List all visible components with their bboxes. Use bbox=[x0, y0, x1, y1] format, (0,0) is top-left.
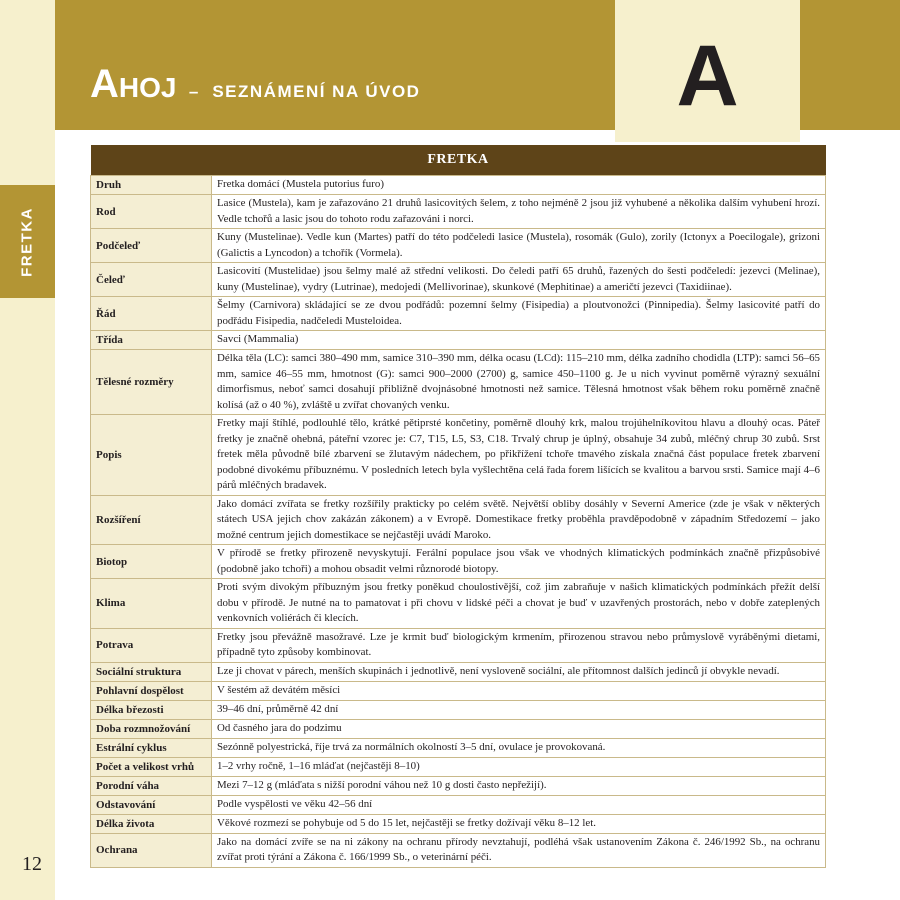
row-value: Šelmy (Carnivora) skládající se ze dvou podřádů: pozemní šelmy (Fisipedia) a ploutvonožci (Pinnipedia). Šelmy lasicovité patří do podřádu Fisipedia, nadčeledi Musteloidea. bbox=[212, 297, 826, 331]
table-row bbox=[91, 415, 826, 496]
row-label: Pohlavní dospělost bbox=[91, 681, 212, 700]
row-value: Sezónně polyestrická, říje trvá za normálních okolností 3–5 dní, ovulace je provokovaná. bbox=[212, 738, 826, 757]
row-value: Kuny (Mustelinae). Vedle kun (Martes) patří do této podčeledi lasice (Mustela), rosomák (Gulo), zorily (Ictonyx a Poecilogale), grizoni (Galictis a Lyncodon) a tchořík (Vormela). bbox=[212, 229, 826, 263]
table-row bbox=[91, 700, 826, 719]
row-value: Lasice (Mustela), kam je zařazováno 21 druhů lasicovitých šelem, z toho nejméně 2 jsou již vyhubené a několika dalším vyhubení hrozí. Vedle tchořů a lasic jsou do tohoto rodu zařazováni i norci. bbox=[212, 195, 826, 229]
table-title: FRETKA bbox=[91, 145, 826, 176]
row-value: V šestém až devátém měsíci bbox=[212, 681, 826, 700]
row-value: Podle vyspělosti ve věku 42–56 dní bbox=[212, 795, 826, 814]
table-row bbox=[91, 738, 826, 757]
row-label: Ochrana bbox=[91, 833, 212, 867]
row-label: Rozšíření bbox=[91, 495, 212, 545]
page-subtitle: SEZNÁMENÍ NA ÚVOD bbox=[212, 82, 421, 101]
row-label: Délka březosti bbox=[91, 700, 212, 719]
table-row bbox=[91, 195, 826, 229]
row-value: 39–46 dní, průměrně 42 dní bbox=[212, 700, 826, 719]
row-value: Fretky jsou převážně masožravé. Lze je krmit buď biologickým krmením, přirozenou stravou nebo průmyslově vyráběnými dietami, případně tyto způsoby kombinovat. bbox=[212, 628, 826, 662]
table-row bbox=[91, 263, 826, 297]
table-row bbox=[91, 681, 826, 700]
table-row bbox=[91, 814, 826, 833]
page-title bbox=[90, 62, 420, 107]
section-letter-box bbox=[615, 0, 800, 142]
row-value: Fretky mají štíhlé, podlouhlé tělo, krátké pětiprsté končetiny, poměrně dlouhý krk, malou trojúhelníkovitou hlavu a dlouhý ocas. Páteř fretky je značně ohebná, páteřní vzorec je: C7, T15, L5, S3, C18. Trvalý chrup je úplný, obsahuje 34 zubů, mléčný chrup 30 zubů. Srst fretek měla původně bílé zbarvení se žlutavým nádechem, po přikřížení tchoře tmavého získala značná část populace fretek zbarvení podobné divokému příbuznému. V posledních letech byla vyšlechtěna celá řada forem lišících se kvalitou a barvou srsti. Samice mají 4–6 párů mléčných bradavek. bbox=[212, 415, 826, 496]
row-label: Popis bbox=[91, 415, 212, 496]
table-row bbox=[91, 545, 826, 579]
row-value: Lasicovití (Mustelidae) jsou šelmy malé až střední velikosti. Do čeledi patří 65 druhů, řazených do šesti podčeledí: jezevci (Melinae), kuny (Mustelinae), vydry (Lutrinae), medojedi (Mellivorinae), skunkové (Mephitinae) a američtí jezevci (Taxidiinae). bbox=[212, 263, 826, 297]
title-rest: HOJ bbox=[118, 72, 177, 103]
table-row bbox=[91, 229, 826, 263]
table-row bbox=[91, 833, 826, 867]
row-label: Odstavování bbox=[91, 795, 212, 814]
table-row bbox=[91, 776, 826, 795]
table-row bbox=[91, 719, 826, 738]
row-label: Biotop bbox=[91, 545, 212, 579]
table-row bbox=[91, 176, 826, 195]
page-number: 12 bbox=[22, 853, 42, 875]
row-label: Tělesné rozměry bbox=[91, 350, 212, 415]
row-value: Lze ji chovat v párech, menších skupinách i jednotlivě, není vysloveně sociální, ale přítomnost dalších jedinců jí obvykle nevadí. bbox=[212, 662, 826, 681]
table-row bbox=[91, 757, 826, 776]
row-label: Počet a velikost vrhů bbox=[91, 757, 212, 776]
row-label: Porodní váha bbox=[91, 776, 212, 795]
left-margin-strip bbox=[0, 0, 55, 900]
row-value: Proti svým divokým příbuzným jsou fretky poněkud choulostivější, což jim zabraňuje v našich klimatických podmínkách přežít delší dobu v přírodě. Je nutné na to pamatovat i při chovu v lidské péči a chovat je buď v uzavřených prostorách, nebo v dobře zateplených venkovních voliérách či klecích. bbox=[212, 579, 826, 629]
row-label: Rod bbox=[91, 195, 212, 229]
row-label: Potrava bbox=[91, 628, 212, 662]
row-label: Sociální struktura bbox=[91, 662, 212, 681]
row-value: Fretka domácí (Mustela putorius furo) bbox=[212, 176, 826, 195]
side-tab-label: FRETKA bbox=[18, 207, 36, 277]
row-label: Estrální cyklus bbox=[91, 738, 212, 757]
row-label: Čeleď bbox=[91, 263, 212, 297]
table-row bbox=[91, 297, 826, 331]
row-label: Podčeleď bbox=[91, 229, 212, 263]
table-row bbox=[91, 331, 826, 350]
row-value: Jako domácí zvířata se fretky rozšířily prakticky po celém světě. Největší obliby dosáhly v Severní Americe (zde je však v některých státech USA jejich chov zakázán zákonem) a v Evropě. Domestikace fretky proběhla pravděpodobně v západním Středozemí – jako možné centrum jejich domestikace se nejčastěji uvádí Maroko. bbox=[212, 495, 826, 545]
table-row bbox=[91, 579, 826, 629]
title-dash: – bbox=[188, 82, 200, 101]
row-label: Doba rozmnožování bbox=[91, 719, 212, 738]
title-initial: A bbox=[90, 62, 119, 106]
row-value: Od časného jara do podzimu bbox=[212, 719, 826, 738]
row-label: Druh bbox=[91, 176, 212, 195]
table-row bbox=[91, 795, 826, 814]
side-tab bbox=[0, 185, 55, 298]
row-value: Věkové rozmezí se pohybuje od 5 do 15 let, nejčastěji se fretky dožívají věku 8–12 let. bbox=[212, 814, 826, 833]
row-value: Mezi 7–12 g (mláďata s nižší porodní váhou než 10 g dosti často nepřežijí). bbox=[212, 776, 826, 795]
header-right-bar bbox=[800, 0, 900, 130]
table-row bbox=[91, 350, 826, 415]
info-table bbox=[90, 145, 826, 868]
row-value: 1–2 vrhy ročně, 1–16 mláďat (nejčastěji 8–10) bbox=[212, 757, 826, 776]
row-label: Délka života bbox=[91, 814, 212, 833]
table-row bbox=[91, 495, 826, 545]
row-value: Savci (Mammalia) bbox=[212, 331, 826, 350]
table-row bbox=[91, 662, 826, 681]
row-value: V přírodě se fretky přirozeně nevyskytují. Ferální populace jsou však ve vhodných klimatických podmínkách značně přizpůsobivé (podobně jako tchoři) a mohou obsadit velmi různorodé biotopy. bbox=[212, 545, 826, 579]
section-letter: A bbox=[676, 27, 739, 124]
row-label: Řád bbox=[91, 297, 212, 331]
table-row bbox=[91, 628, 826, 662]
row-label: Třída bbox=[91, 331, 212, 350]
row-value: Jako na domácí zvíře se na ni zákony na ochranu přírody nevztahují, podléhá však ustanovením Zákona č. 246/1992 Sb., na ochranu zvířat proti týrání a Zákona č. 166/1999 Sb., o veterinární péči. bbox=[212, 833, 826, 867]
row-value: Délka těla (LC): samci 380–490 mm, samice 310–390 mm, délka ocasu (LCd): 115–210 mm, délka zadního chodidla (LTP): samci 56–65 mm, samice 46–55 mm, hmotnost (G): samci 900–2000 (2700) g, samice 450–1100 g. Je u nich vyvinut poměrně výrazný sexuální dimorfismus, neboť samci dosahují přibližně dvojnásobné hmotnosti než samice. Tělesná hmotnost však během roku poměrně značně kolísá (až o 40 %), zvláště u zvířat chovaných venku. bbox=[212, 350, 826, 415]
row-label: Klima bbox=[91, 579, 212, 629]
